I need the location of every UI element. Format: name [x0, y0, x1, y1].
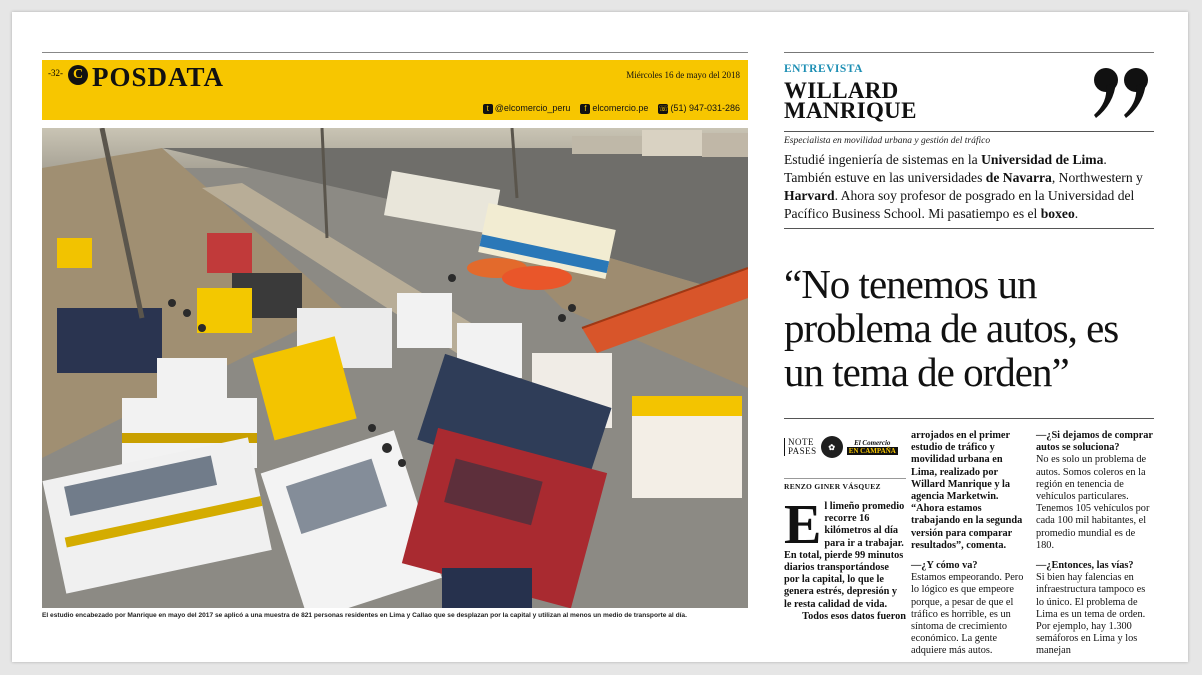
interview-answer: No es solo un problema de autos. Somos coleros en la región en tenencia de vehículos particulares. Tenemos 105 vehículos por cada 100 mil habitantes, el promedio mundial es de 180. [1036, 454, 1150, 551]
facebook-link[interactable]: f elcomercio.pe [580, 103, 648, 114]
article-column-3 [1036, 430, 1154, 658]
headline-quote: “No tenemos un problema de autos, es un tema de orden” [784, 261, 1119, 395]
traffic-photo [42, 128, 748, 608]
section-title: POSDATA [92, 62, 225, 92]
top-rule [42, 52, 748, 53]
social-links [483, 103, 740, 114]
interviewee-name-last: MANRIQUE [784, 98, 917, 123]
interview-question: —¿Y cómo va? [911, 560, 978, 572]
page-number: -32- [48, 68, 63, 78]
twitter-icon: t [483, 104, 493, 114]
whatsapp-link[interactable]: ☏ (51) 947-031-286 [658, 103, 740, 113]
article-lead: El limeño promedio recorre 16 kilómetros al día para ir a trabajar. En total, pierde 99 minutos diarios transportándose por la capital, lo que le genera estrés, depresión y le resta calidad de vida. [784, 494, 905, 610]
el-comercio-logo-icon: C [68, 65, 88, 85]
interview-question: —¿Si dejamos de comprar autos se soluciona? [1036, 430, 1153, 454]
article-continuation: Todos esos datos fueron [802, 610, 906, 622]
quotation-mark-icon [1092, 66, 1154, 122]
whatsapp-icon: ☏ [658, 104, 669, 113]
divider [784, 228, 1154, 229]
article-column-1 [784, 430, 906, 623]
note-pases-label: NOTE PASES [784, 438, 817, 456]
section-kicker: ENTREVISTA [784, 63, 863, 75]
photo-caption: El estudio encabezado por Manrique en mayo del 2017 se aplicó a una muestra de 821 personas residentes en Lima y Callao que se desplazan por la capital y utilizan al menos un medio de transporte al día. [42, 612, 687, 619]
traffic-photo-illustration [42, 128, 748, 608]
byline: RENZO GINER VÁSQUEZ [784, 478, 906, 491]
divider [784, 418, 1154, 419]
section-banner [42, 60, 748, 120]
interview-question: —¿Entonces, las vías? [1036, 560, 1134, 572]
note-pases-badge [784, 430, 906, 464]
interview-answer: Si bien hay falencias en infraestructura tampoco es lo único. El problema de Lima es un tema de orden. Por ejemplo, hay 1.300 semáforos en Lima y los manejan [1036, 572, 1146, 657]
interview-answer: Estamos empeorando. Pero lo lógico es que empeore porque, a pesar de que el tráfico es horrible, es un síntoma de crecimiento económico. La gente adquiere más autos. [911, 572, 1024, 657]
campaign-seal-icon: ✿ [821, 436, 843, 458]
twitter-link[interactable]: t @elcomercio_peru [483, 103, 571, 114]
interviewee-name-first: WILLARD [784, 78, 899, 103]
interviewee-tagline: Especialista en movilidad urbana y gestión del tráfico [784, 136, 991, 146]
top-rule-right [784, 52, 1154, 53]
interviewee-bio: Estudié ingeniería de sistemas en la Universidad de Lima. También estuve en las universidades de Navarra, Northwestern y Harvard. Ahora soy profesor de posgrado en la Universidad del Pacífico Business School. Mi pasatiempo es el boxeo. [784, 152, 1143, 221]
facebook-icon: f [580, 104, 590, 114]
drop-cap: E [784, 494, 822, 556]
divider [784, 131, 1154, 132]
campaign-brand: El Comercio EN CAMPAÑA [848, 439, 896, 455]
article-paragraph: arrojados en el primer estudio de tráfico y movilidad urbana en Lima, realizado por Willard Manrique y la agencia Marketwin. “Ahora estamos trabajando en la segunda versión para comparar resultados”, comenta. [911, 430, 1023, 551]
article-column-2 [911, 430, 1029, 658]
issue-date: Miércoles 16 de mayo del 2018 [626, 70, 740, 80]
